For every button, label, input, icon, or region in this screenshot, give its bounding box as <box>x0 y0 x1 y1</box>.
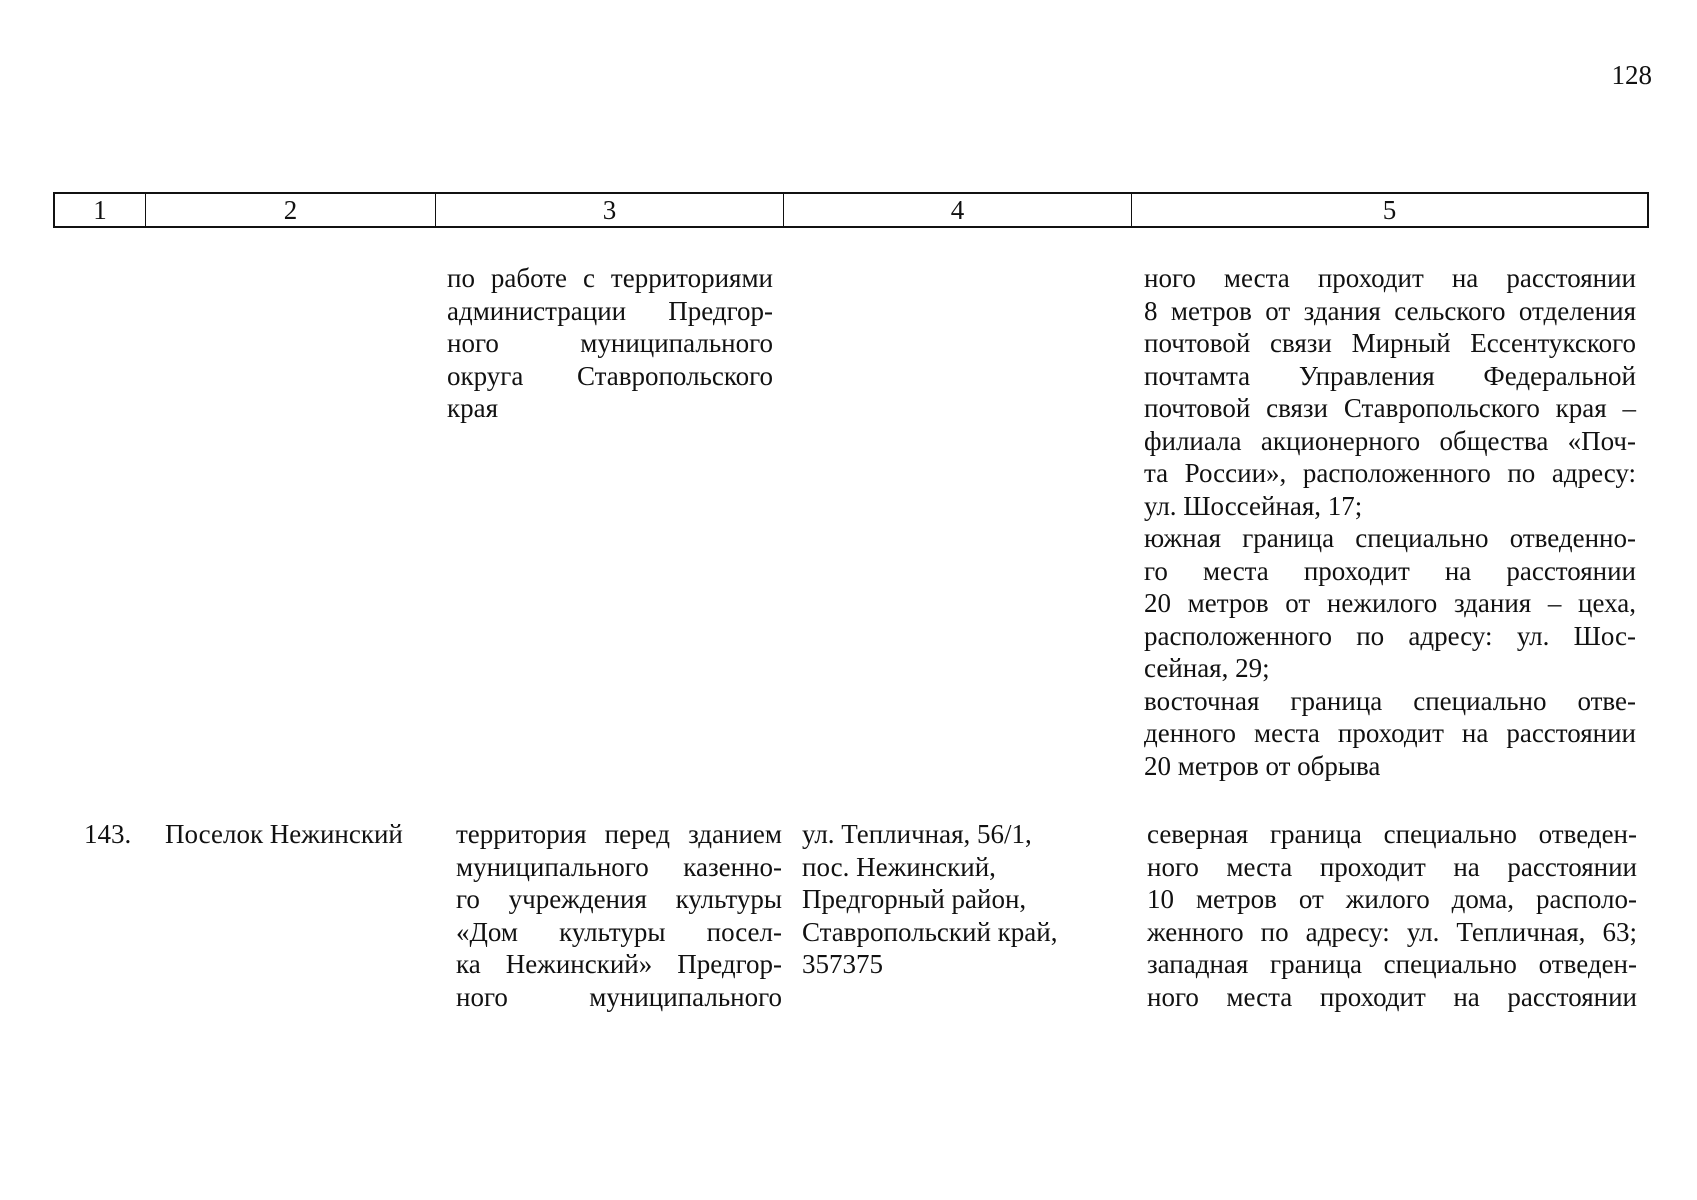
text-line: округа Ставропольского <box>447 360 773 391</box>
header-col-2: 2 <box>146 194 436 226</box>
text-line: Предгорный район, <box>802 884 1027 914</box>
text-line: южная граница специально отведенно- <box>1144 523 1636 553</box>
text-line: расположенного по адресу: ул. Шос- <box>1144 620 1636 651</box>
text-line: почтовой связи Мирный Ессентукского <box>1144 328 1636 358</box>
table-header <box>53 192 1649 228</box>
text-line: Ставропольский край, <box>802 916 1058 947</box>
text-line: денного места проходит на расстоянии <box>1144 718 1636 748</box>
text-line: 8 метров от здания сельского отделения <box>1144 295 1636 326</box>
header-col-1: 1 <box>55 194 146 226</box>
header-col-4: 4 <box>784 194 1132 226</box>
text-line: муниципального казенно- <box>456 851 782 882</box>
text-line: ного муниципального <box>456 981 782 1012</box>
continued-row-responsible-body <box>447 262 773 425</box>
text-line: 357375 <box>802 949 883 979</box>
text-line: по работе с территориями <box>447 263 773 293</box>
text-line: ка Нежинский» Предгор- <box>456 949 782 979</box>
text-line: ного места проходит на расстоянии <box>1147 981 1637 1012</box>
text-line: филиала акционерного общества «Поч- <box>1144 425 1636 456</box>
text-line: почтовой связи Ставропольского края – <box>1144 393 1636 423</box>
text-line: пос. Нежинский, <box>802 851 996 882</box>
text-line: 10 метров от жилого дома, располо- <box>1147 884 1637 914</box>
settlement-name: Поселок Нежинский <box>165 819 403 849</box>
text-line: северная граница специально отведен- <box>1147 819 1637 849</box>
header-col-5: 5 <box>1382 194 1397 225</box>
text-line: го учреждения культуры <box>456 884 782 914</box>
text-line: ного места проходит на расстоянии <box>1144 263 1636 293</box>
text-line: края <box>447 393 499 423</box>
text-line: ул. Шоссейная, 17; <box>1144 490 1363 521</box>
continued-row-boundaries <box>1144 262 1636 782</box>
text-line: восточная граница специально отве- <box>1144 685 1636 716</box>
text-line: администрации Предгор- <box>447 295 773 326</box>
text-line: территория перед зданием <box>456 819 782 849</box>
text-line: го места проходит на расстоянии <box>1144 555 1636 586</box>
text-line: 20 метров от нежилого здания – цеха, <box>1144 588 1636 618</box>
row-143-address <box>802 818 1122 981</box>
row-number: 143. <box>84 819 132 849</box>
row-143-boundaries <box>1147 818 1637 1013</box>
row-143-territory <box>456 818 782 1013</box>
text-line: ул. Тепличная, 56/1, <box>802 819 1032 849</box>
text-line: ного муниципального <box>447 328 773 358</box>
page-number: 128 <box>1611 60 1652 90</box>
text-line: западная граница специально отведен- <box>1147 949 1637 979</box>
text-line: женного по адресу: ул. Тепличная, 63; <box>1147 916 1637 947</box>
text-line: ного места проходит на расстоянии <box>1147 851 1637 882</box>
header-col-3: 3 <box>436 194 784 226</box>
text-line: та России», расположенного по адресу: <box>1144 458 1636 488</box>
text-line: 20 метров от обрыва <box>1144 750 1381 781</box>
text-line: сейная, 29; <box>1144 653 1270 683</box>
text-line: почтамта Управления Федеральной <box>1144 360 1636 391</box>
text-line: «Дом культуры посел- <box>456 916 782 947</box>
